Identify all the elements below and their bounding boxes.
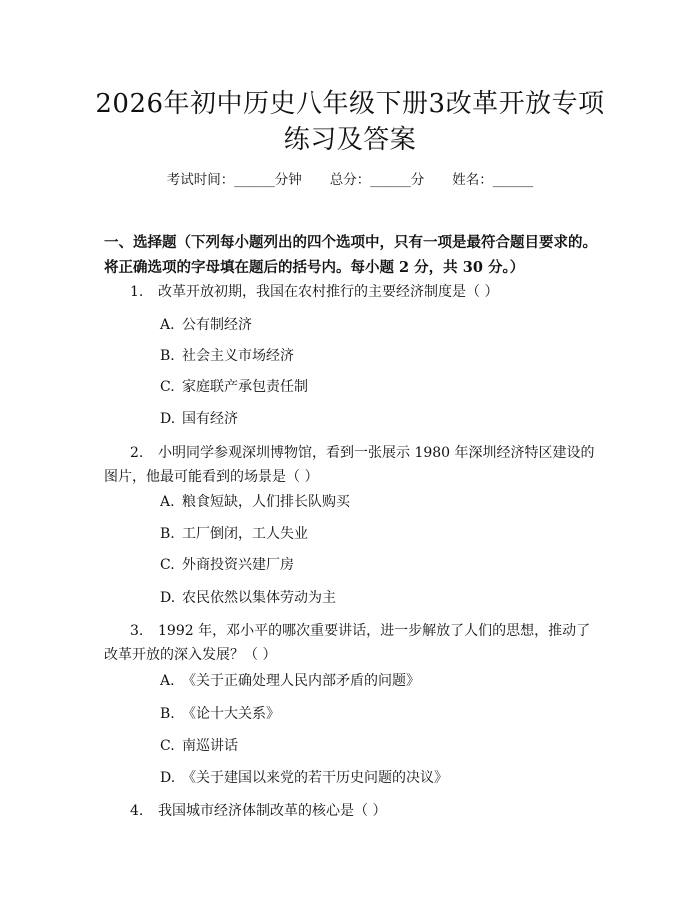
time-label: 考试时间： [166,172,235,188]
option-letter: B. [160,526,175,542]
question-1 [104,280,600,304]
option-text: 外商投资兴建厂房 [182,557,294,573]
option[interactable] [160,408,600,430]
option-text: 家庭联产承包责任制 [182,379,308,395]
option-letter: B. [160,348,175,364]
question-3 [104,619,600,667]
option-letter: C. [160,379,175,395]
option-letter: B. [160,706,175,722]
question-number: 3. [130,623,144,639]
option-letter: A. [160,673,175,689]
score-unit: 分 [410,172,425,188]
document-title: 2026年初中历史八年级下册3改革开放专项 [95,89,605,119]
document-title-line2: 练习及答案 [283,125,417,155]
exam-info-line [0,170,700,190]
option[interactable] [160,767,600,789]
question-4 [104,799,600,823]
section-heading: 一、选择题（下列每小题列出的四个选项中，只有一项是最符合题目要求的。将正确选项的字母填在题后的括号内。每小题 2 分，共 30 分。） [104,234,597,276]
option-text: 《论十大关系》 [182,706,280,722]
option-text: 《关于建国以来党的若干历史问题的决议》 [182,770,448,786]
option-text: 粮食短缺，人们排长队购买 [182,494,350,510]
name-blank: ______ [492,172,534,188]
option-text: 南巡讲话 [182,738,238,754]
option-letter: D. [160,770,176,786]
question-stem: 1992 年，邓小平的哪次重要讲话，进一步解放了人们的思想，推动了改革开放的深入发展？（ ） [104,623,591,663]
option-text: 国有经济 [182,411,238,427]
score-label: 总分： [329,172,371,188]
option[interactable] [160,376,600,398]
option[interactable] [160,670,600,692]
question-number: 1. [130,284,144,300]
option[interactable] [160,703,600,725]
score-blank: ______ [370,172,411,188]
question-2 [104,441,600,489]
option-letter: D. [160,411,176,427]
option[interactable] [160,523,600,545]
question-number: 2. [130,445,144,461]
option[interactable] [160,491,600,513]
name-label: 姓名： [452,172,493,188]
option-text: 农民依然以集体劳动为主 [182,590,336,606]
question-stem: 小明同学参观深圳博物馆，看到一张展示 1980 年深圳经济特区建设的图片，他最可能看到的场景是（ ） [104,445,595,485]
option-letter: A. [160,494,175,510]
question-number: 4. [130,803,144,819]
time-unit: 分钟 [274,172,302,188]
option-text: 《关于正确处理人民内部矛盾的问题》 [182,673,420,689]
option-letter: C. [160,738,175,754]
time-blank: ______ [234,172,275,188]
option-letter: D. [160,590,176,606]
option-letter: A. [160,317,175,333]
option-text: 工厂倒闭，工人失业 [182,526,308,542]
option-text: 公有制经济 [182,317,252,333]
option[interactable] [160,314,600,336]
question-stem: 改革开放初期，我国在农村推行的主要经济制度是（ ） [158,284,499,300]
option-text: 社会主义市场经济 [182,348,294,364]
option[interactable] [160,554,600,576]
option[interactable] [160,735,600,757]
option[interactable] [160,587,600,609]
question-stem: 我国城市经济体制改革的核心是（ ） [158,803,387,819]
option-letter: C. [160,557,175,573]
option[interactable] [160,345,600,367]
